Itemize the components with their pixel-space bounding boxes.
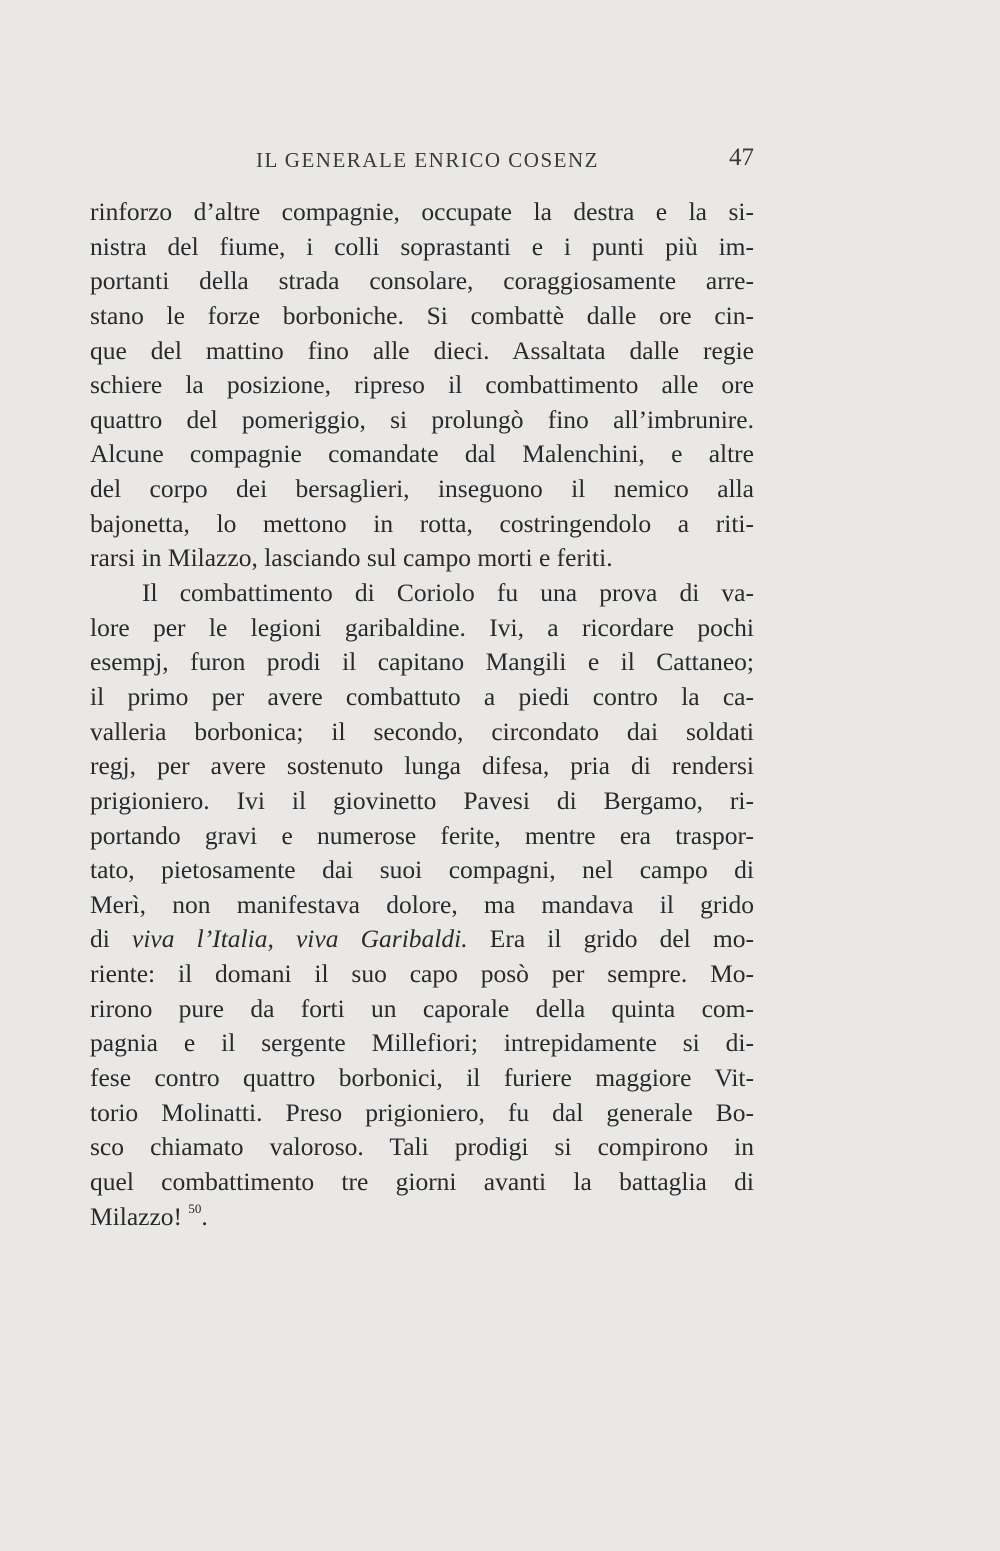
text-line: riente: il domani il suo capo posò per sempre. Mo- <box>90 959 754 989</box>
text-line: rirono pure da forti un caporale della quinta com- <box>90 993 754 1023</box>
text-line: lore per le legioni garibaldine. Ivi, a ricordare pochi <box>90 612 754 642</box>
text-line: prigioniero. Ivi il giovinetto Pavesi di Bergamo, ri- <box>90 785 754 815</box>
text-line: quel combattimento tre giorni avanti la battaglia di <box>90 1166 754 1196</box>
text-line: esempj, furon prodi il capitano Mangili e il Cattaneo; <box>90 647 754 677</box>
text-line: del corpo dei bersaglieri, inseguono il nemico alla <box>90 474 754 504</box>
text-line-italic-quote <box>90 922 754 957</box>
text-line: Alcune compagnie comandate dal Malenchini, e altre <box>90 439 754 469</box>
text-line: Il combattimento di Coriolo fu una prova di va- <box>142 578 754 608</box>
text-line: quattro del pomeriggio, si prolungò fino all’imbrunire. <box>90 404 754 434</box>
text-line: portanti della strada consolare, coraggiosamente arre- <box>90 266 754 296</box>
text-line: bajonetta, lo mettono in rotta, costringendolo a riti- <box>90 508 754 538</box>
text-line: que del mattino fino alle dieci. Assaltata dalle regie <box>90 335 754 365</box>
italic-quote: viva l’Italia, viva Garibaldi. <box>132 924 468 954</box>
text-line: schiere la posizione, ripreso il combattimento alle ore <box>90 370 754 400</box>
text-line: rarsi in Milazzo, lasciando sul campo morti e feriti. <box>90 543 613 573</box>
body-text <box>90 195 754 1234</box>
running-title: IL GENERALE ENRICO COSENZ <box>256 148 599 172</box>
text-line: il primo per avere combattuto a piedi contro la ca- <box>90 681 754 711</box>
final-text: Milazzo! <box>90 1201 189 1231</box>
text-line: rinforzo d’altre compagnie, occupate la destra e la si- <box>90 197 754 226</box>
final-punct: . <box>201 1201 208 1231</box>
final-line <box>90 1200 754 1235</box>
text-line: regj, per avere sostenuto lunga difesa, pria di rendersi <box>90 751 754 781</box>
text-line: portando gravi e numerose ferite, mentre era traspor- <box>90 820 754 850</box>
text-line: Merì, non manifestava dolore, ma mandava il grido <box>90 889 754 919</box>
text-line: tato, pietosamente dai suoi compagni, nel campo di <box>90 855 754 885</box>
text-line: stano le forze borboniche. Si combattè dalle ore cin- <box>90 300 754 330</box>
text-line: valleria borbonica; il secondo, circondato dai soldati <box>90 716 754 746</box>
text-line: sco chiamato valoroso. Tali prodigi si compirono in <box>90 1132 754 1162</box>
text-line: torio Molinatti. Preso prigioniero, fu dal generale Bo- <box>90 1097 754 1127</box>
line-after: Era il grido del mo- <box>467 924 754 954</box>
running-head <box>90 144 754 178</box>
text-line: pagnia e il sergente Millefiori; intrepidamente si di- <box>90 1028 754 1058</box>
line-before: di <box>90 924 132 954</box>
text-line: nistra del fiume, i colli soprastanti e i punti più im- <box>90 231 754 261</box>
text-line: fese contro quattro borbonici, il furiere maggiore Vit- <box>90 1063 754 1093</box>
page-number: 47 <box>729 144 754 171</box>
footnote-marker: 50 <box>188 1200 202 1216</box>
